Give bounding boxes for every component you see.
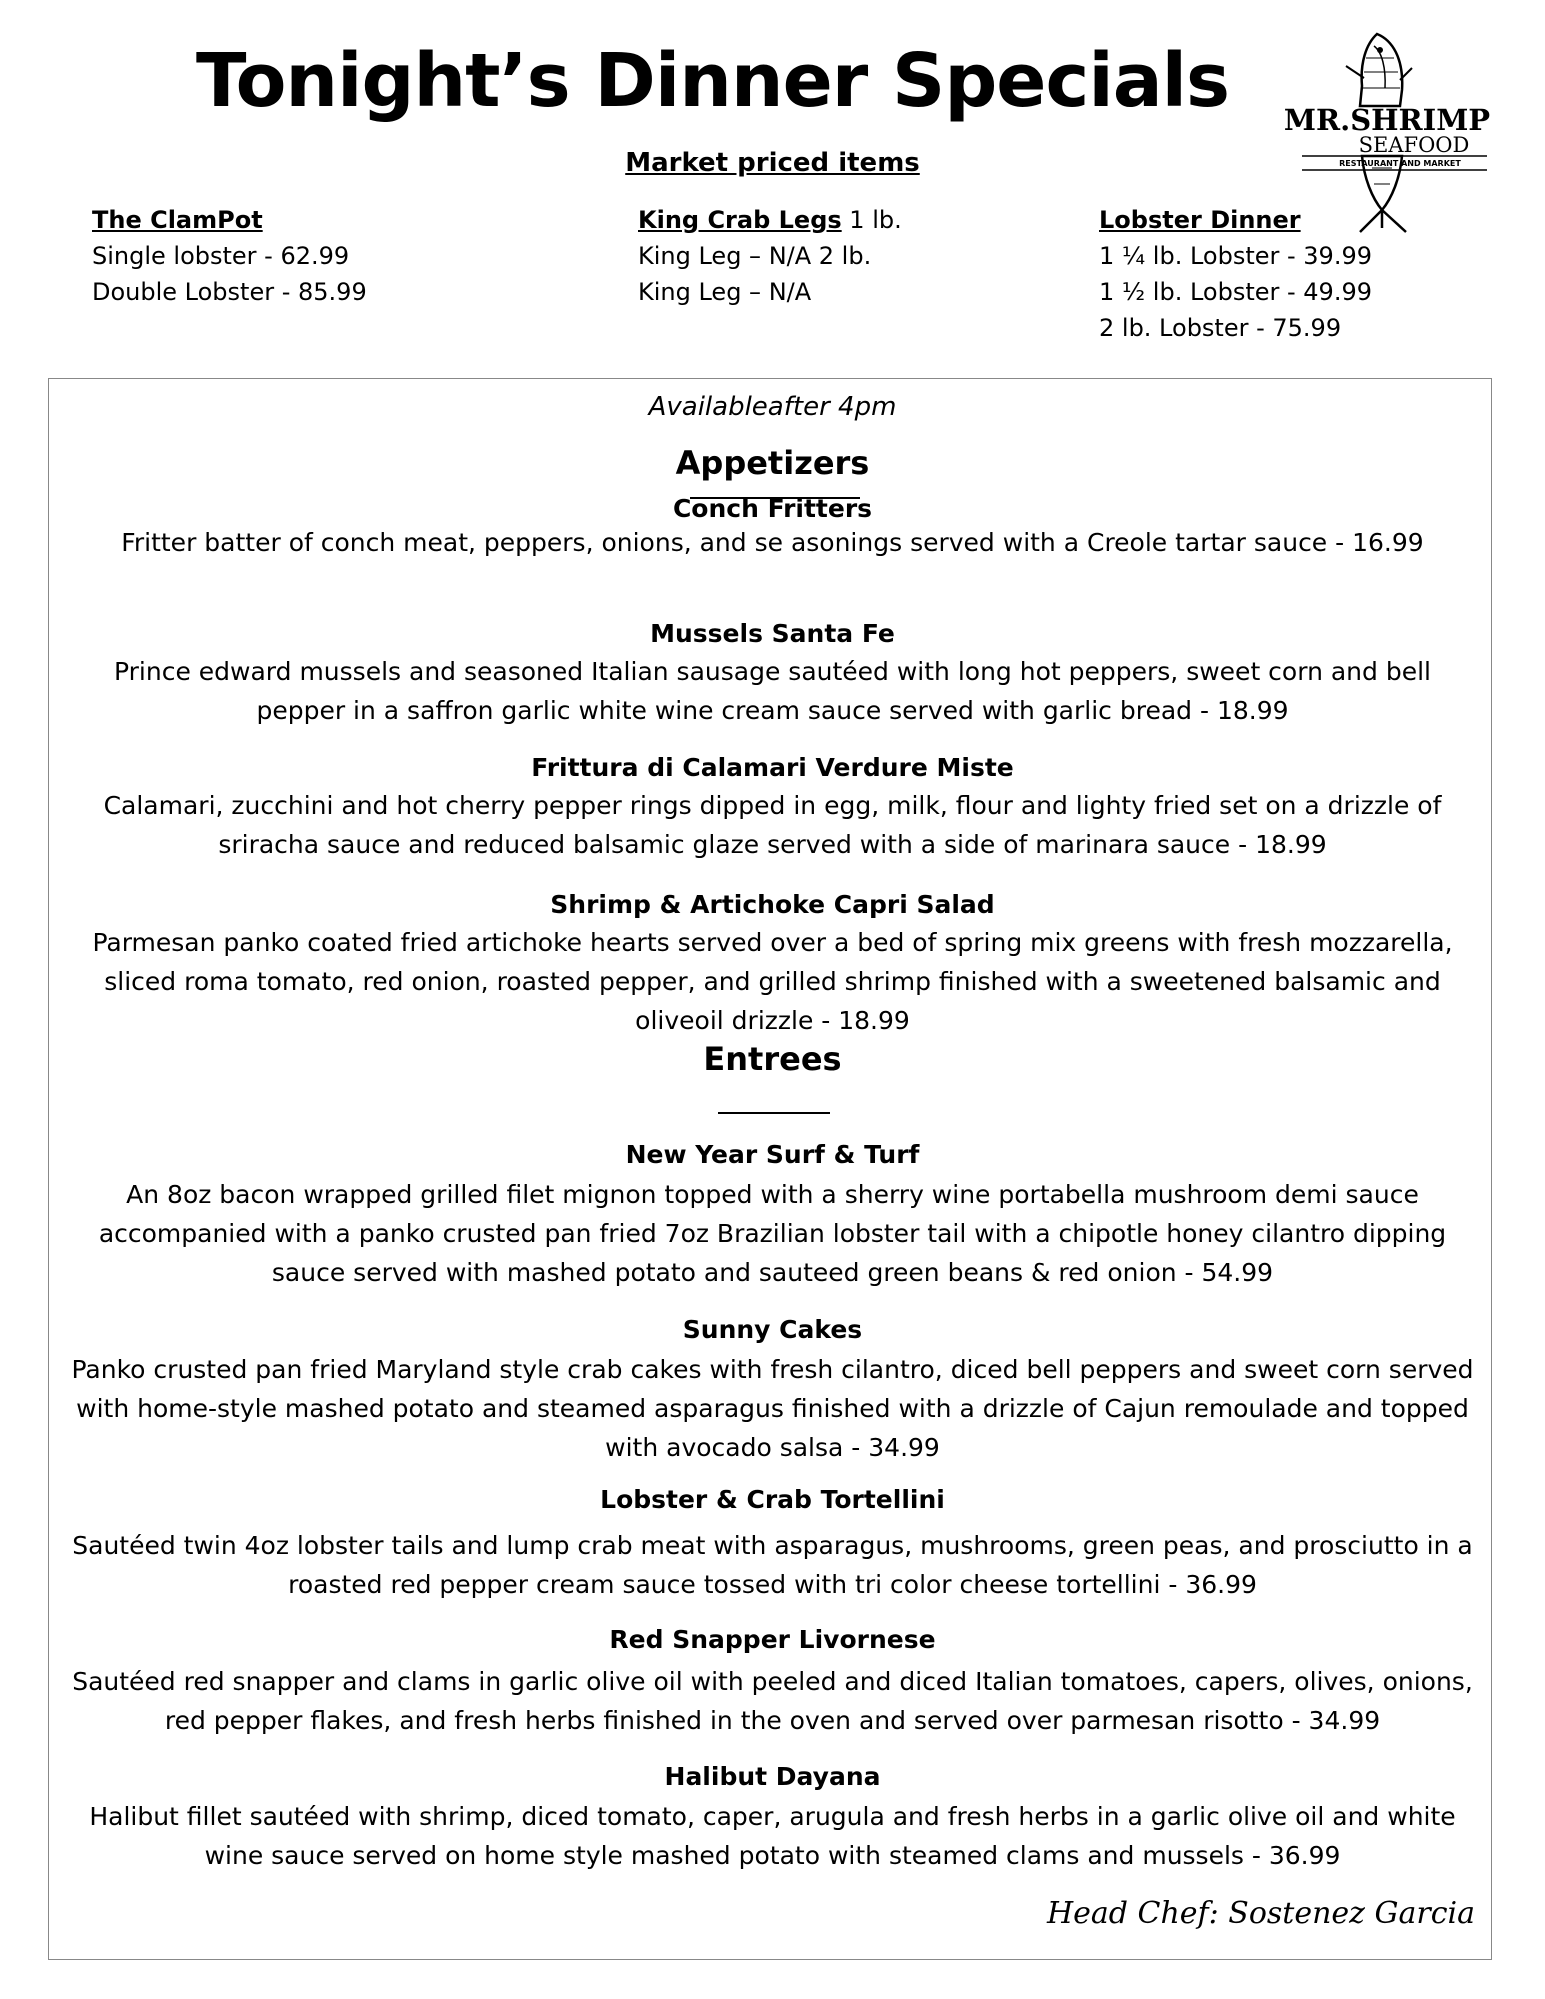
king-crab-size: 1 lb. [841,206,902,234]
availability-note: Availableafter 4pm [648,392,897,422]
entrees-rule [718,1112,830,1114]
menu-item-name: Conch Fritters [672,494,873,523]
menu-item-desc: An 8oz bacon wrapped grilled filet mignon topped with a sherry wine portabella mushroom demi sauce accompanied with a panko crusted pan fried 7oz Brazilian lobster tail with a chipotle honey cilantro dipping sauce served with mashed potato and sauteed green beans & red onion - 54.99 [98,1180,1447,1287]
appetizers-heading: Appetizers [675,444,870,482]
menu-item-name: Sunny Cakes [682,1315,863,1344]
lobster-dinner-line: 1 ½ lb. Lobster - 49.99 [1099,278,1372,306]
menu-item-desc: Sautéed red snapper and clams in garlic olive oil with peeled and diced Italian tomatoes, capers, olives, onions, red pepper flakes, and fresh herbs finished in the oven and served over parmesan risotto - 34.99 [72,1667,1473,1735]
menu-item-desc: Prince edward mussels and seasoned Italian sausage sautéed with long hot peppers, sweet corn and bell pepper in a saffron garlic white wine cream sauce served with garlic bread - 18.99 [114,657,1431,725]
menu-item-name: Lobster & Crab Tortellini [600,1485,945,1514]
menu-item-desc: Calamari, zucchini and hot cherry pepper rings dipped in egg, milk, flour and lighty fried set on a drizzle of sriracha sauce and reduced balsamic glaze served with a side of marinara sauce - 18.99 [103,791,1442,859]
head-chef-signature: Head Chef: Sostenez Garcia [1046,1896,1475,1931]
clampot-block [92,202,367,310]
king-crab-name: King Crab Legs [638,206,842,234]
menu-item-desc: Sautéed twin 4oz lobster tails and lump crab meat with asparagus, mushrooms, green peas, and prosciutto in a roasted red pepper cream sauce tossed with tri color cheese tortellini - 36.99 [72,1531,1473,1599]
menu-item-desc: Fritter batter of conch meat, peppers, onions, and se asonings served with a Creole tartar sauce - 16.99 [121,528,1424,557]
entrees-heading: Entrees [703,1040,842,1078]
page-title: Tonight’s Dinner Specials [195,38,1230,124]
market-priced-heading: Market priced items [625,148,920,178]
lobster-dinner-block [1099,202,1372,346]
lobster-dinner-name: Lobster Dinner [1099,206,1301,234]
king-crab-line: King Leg – N/A 2 lb. [638,242,872,270]
menu-item-desc: Parmesan panko coated fried artichoke hearts served over a bed of spring mix greens with fresh mozzarella, sliced roma tomato, red onion, roasted pepper, and grilled shrimp finished with a sweetened balsamic and oliveoil drizzle - 18.99 [92,928,1453,1035]
logo-subtitle: SEAFOOD [1358,133,1470,157]
menu-item-desc: Halibut fillet sautéed with shrimp, diced tomato, caper, arugula and fresh herbs in a garlic olive oil and white wine sauce served on home style mashed potato with steamed clams and mussels - 36.99 [89,1802,1456,1870]
menu-item-name: Mussels Santa Fe [650,619,895,648]
menu-item-name: Shrimp & Artichoke Capri Salad [550,890,995,919]
clampot-line: Single lobster - 62.99 [92,242,350,270]
menu-item-name: Red Snapper Livornese [609,1625,936,1654]
clampot-line: Double Lobster - 85.99 [92,278,367,306]
king-crab-line: King Leg – N/A [638,278,812,306]
menu-item-name: Frittura di Calamari Verdure Miste [531,753,1014,782]
logo-tagline: RESTAURANT AND MARKET [1339,159,1461,168]
menu-item-name: Halibut Dayana [664,1762,881,1791]
clampot-name: The ClamPot [92,206,263,234]
lobster-dinner-line: 1 ¼ lb. Lobster - 39.99 [1099,242,1372,270]
logo-name: MR.SHRIMP [1283,103,1491,137]
king-crab-block [638,202,902,310]
menu-item-name: New Year Surf & Turf [625,1140,920,1169]
lobster-dinner-line: 2 lb. Lobster - 75.99 [1099,314,1342,342]
menu-item-desc: Panko crusted pan fried Maryland style crab cakes with fresh cilantro, diced bell peppers and sweet corn served with home-style mashed potato and steamed asparagus finished with a drizzle of Cajun remoulade and topped with avocado salsa - 34.99 [71,1355,1474,1462]
